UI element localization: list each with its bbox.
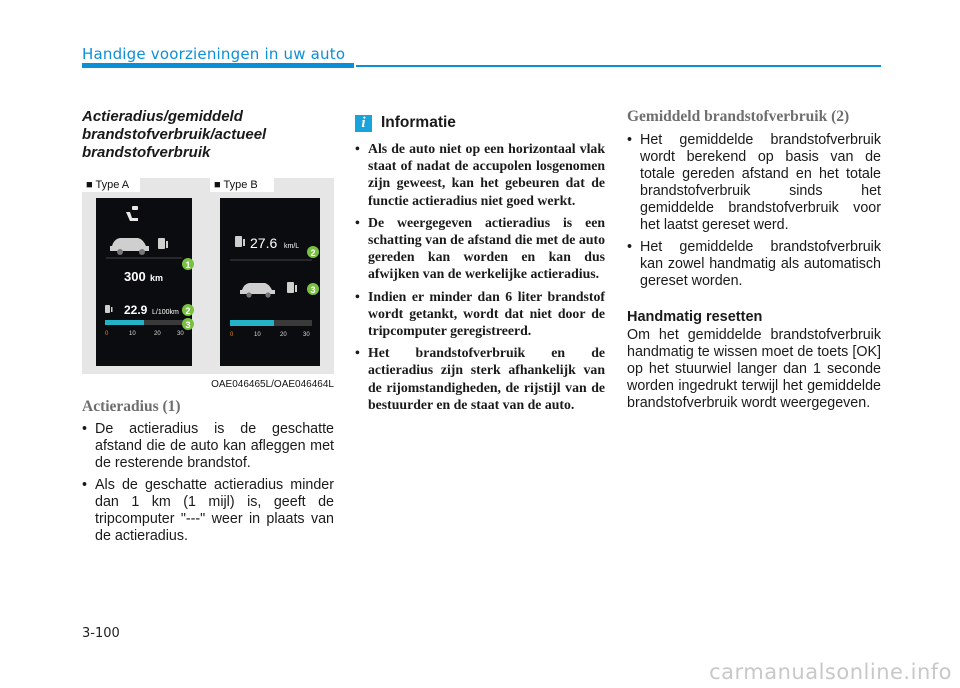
fuel-unit-a: L/100km — [152, 309, 179, 316]
marker-3-a-label: 3 — [185, 320, 191, 330]
type-a-label: ■ Type A — [82, 178, 140, 192]
page-number: 3-100 — [82, 626, 120, 641]
section-title: Actieradius/gemiddeld brandstofverbruik/actueel brandstofverbruik — [82, 108, 267, 161]
reset-text: Om het gemiddelde brandstofverbruik handmatig te wissen moet de toets [OK] op het stuurwiel langer dan 1 seconde worden ingedrukt terwijl het gemiddelde brandstofverbruik wordt weergegeven. — [627, 327, 881, 411]
marker-1 — [182, 258, 194, 270]
tick-b-10: 10 — [254, 332, 261, 338]
tick-a-30: 30 — [177, 331, 184, 337]
list-item: • Het brandstofverbruik en de actieradius zijn sterk afhankelijk van de rijomstandigheden, de rijstijl van de bestuurder en de staat van de auto. — [355, 344, 605, 413]
fuel-unit-b: km/L — [284, 243, 300, 250]
marker-2-b — [307, 246, 319, 258]
tick-b-30: 30 — [303, 332, 310, 338]
watermark: carmanualsonline.info — [709, 660, 952, 684]
marker-1-label: 1 — [185, 260, 191, 270]
consumption-heading: Gemiddeld brandstofverbruik (2) — [627, 108, 850, 125]
reset-heading: Handmatig resetten — [627, 309, 763, 325]
marker-2-a-label: 2 — [185, 306, 191, 316]
range-unit: km — [150, 273, 164, 283]
info-title: Informatie — [381, 114, 456, 131]
marker-2-b-label: 2 — [310, 248, 316, 258]
tick-a-20: 20 — [154, 331, 161, 337]
marker-3-b-label: 3 — [310, 285, 316, 295]
list-item: • Als de auto niet op een horizontaal vlak staat of nadat de accupolen losgenomen zijn geweest, kan het gebeuren dat de functie actieradius niet goed werkt. — [355, 140, 605, 209]
tick-b-20: 20 — [280, 332, 287, 338]
tick-b-0: 0 — [230, 332, 234, 338]
figure-markers — [82, 178, 334, 374]
marker-3-a — [182, 318, 194, 330]
figure-code: OAE046465L/OAE046464L — [211, 379, 334, 390]
consumption-list — [627, 132, 881, 290]
dashboard-figure — [82, 178, 334, 390]
list-item: • Indien er minder dan 6 liter brandstof wordt getankt, wordt dat niet door de tripcomputer geregistreerd. — [355, 288, 605, 340]
header-rule-thick — [82, 63, 354, 68]
actieradius-list — [82, 421, 334, 545]
list-item: • Het gemiddelde brandstofverbruik kan zowel handmatig als automatisch gereset worden. — [627, 239, 881, 290]
range-value: 300 — [124, 269, 146, 284]
list-item: • De weergegeven actieradius is een schatting van de afstand die met de auto gereden kan worden en kan dus afwijken van de werkelijke actieradius. — [355, 214, 605, 283]
list-item: • Als de geschatte actieradius minder dan 1 km (1 mijl) is, geeft de tripcomputer "---" weer in plaats van de actieradius. — [82, 477, 334, 545]
marker-3-b — [307, 283, 319, 295]
fuel-value-a: 22.9 — [124, 303, 148, 317]
column-middle — [355, 108, 605, 418]
info-icon: i — [355, 115, 372, 132]
list-item: • Het gemiddelde brandstofverbruik wordt berekend op basis van de totale gereden afstand en het totale brandstofverbruik sinds het gemiddelde brandstofverbruik voor het laatst gereset werd. — [627, 132, 881, 234]
column-right — [627, 108, 881, 412]
header-title: Handige voorzieningen in uw auto — [82, 45, 346, 63]
tick-a-0: 0 — [105, 331, 109, 337]
tick-a-10: 10 — [129, 331, 136, 337]
info-header — [355, 114, 605, 132]
list-item: • De actieradius is de geschatte afstand die de auto kan afleggen met de resterende brandstof. — [82, 421, 334, 472]
column-left — [82, 108, 334, 550]
actieradius-heading: Actieradius (1) — [82, 398, 181, 415]
marker-2-a — [182, 304, 194, 316]
header-rule-thin — [356, 65, 881, 67]
fuel-value-b: 27.6 — [250, 235, 278, 251]
info-list — [355, 140, 605, 413]
type-b-label: ■ Type B — [210, 178, 274, 192]
